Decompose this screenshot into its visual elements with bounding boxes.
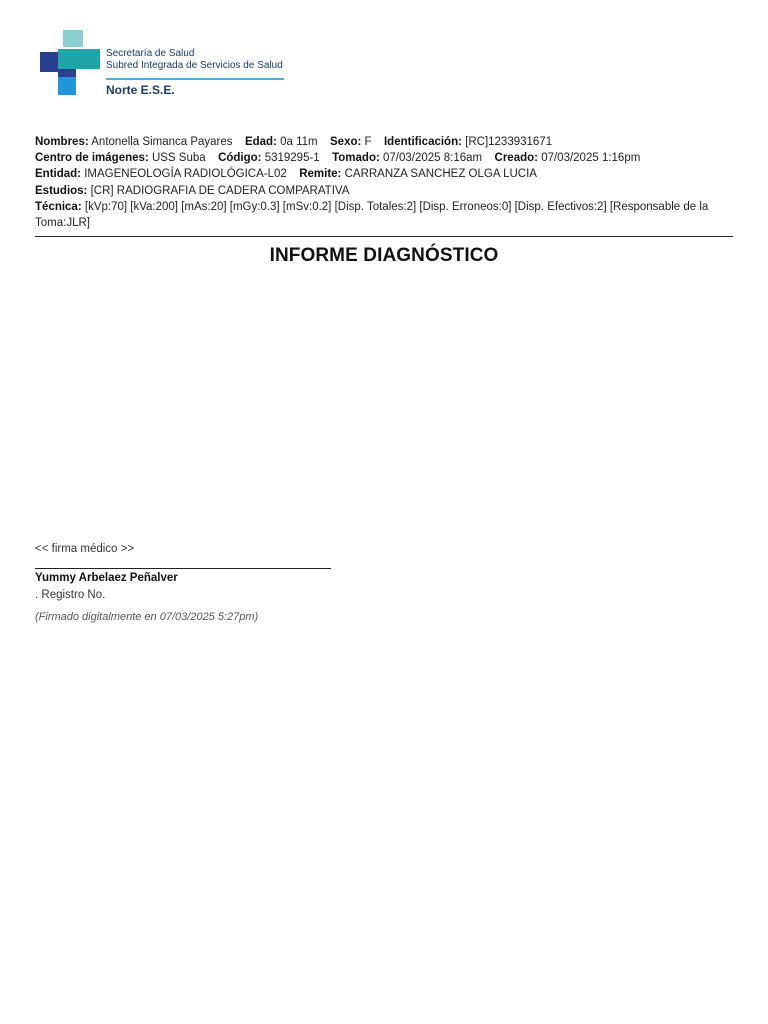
- signature-line: [35, 568, 331, 569]
- centro-label: Centro de imágenes:: [35, 152, 149, 165]
- digital-signature-note: (Firmado digitalmente en 07/03/2025 5:27pm): [35, 611, 259, 623]
- sexo-label: Sexo:: [330, 136, 362, 148]
- identificacion-label: Identificación:: [383, 136, 462, 148]
- tecnica-label: Técnica:: [35, 200, 82, 213]
- nombres-value: Antonella Simanca Payares: [91, 136, 233, 148]
- org-name-line2: Subred Integrada de Servicios de Salud: [106, 60, 283, 71]
- tomado-value: 07/03/2025 8:16am: [383, 152, 483, 165]
- org-name-line3: Norte E.S.E.: [106, 83, 175, 97]
- codigo-label: Código:: [218, 152, 262, 165]
- patient-row-5: [35, 199, 733, 231]
- header-divider: [35, 236, 733, 237]
- creado-label: Creado:: [494, 152, 538, 165]
- patient-row-1: [35, 134, 733, 150]
- tomado-label: Tomado:: [332, 152, 380, 165]
- remite-label: Remite:: [299, 168, 342, 181]
- estudios-value: [CR] RADIOGRAFIA DE CADERA COMPARATIVA: [90, 184, 350, 197]
- creado-value: 07/03/2025 1:16pm: [541, 152, 641, 165]
- patient-row-3: [35, 166, 733, 182]
- doctor-name: Yummy Arbelaez Peñalver: [35, 572, 178, 584]
- nombres-label: Nombres:: [35, 136, 89, 148]
- centro-value: USS Suba: [151, 152, 206, 165]
- patient-row-4: [35, 183, 733, 199]
- remite-value: CARRANZA SANCHEZ OLGA LUCIA: [344, 168, 537, 181]
- entidad-value: IMAGENEOLOGÍA RADIOLÓGICA-L02: [84, 168, 287, 181]
- signature-placeholder: << firma médico >>: [35, 543, 135, 555]
- identificacion-value: [RC]1233931671: [465, 136, 553, 148]
- entidad-label: Entidad:: [35, 168, 81, 181]
- edad-label: Edad:: [244, 136, 277, 148]
- codigo-value: 5319295-1: [264, 152, 320, 165]
- sexo-value: F: [364, 136, 372, 148]
- registro-number: . Registro No.: [35, 589, 106, 601]
- tecnica-value: [kVp:70] [kVa:200] [mAs:20] [mGy:0.3] [mSv:0.2] [Disp. Totales:2] [Disp. Erroneos:0] [Disp. Efectivos:2] [Responsable de la Toma:JLR]: [35, 200, 709, 230]
- edad-value: 0a 11m: [280, 136, 318, 148]
- institution-logo: [38, 30, 288, 98]
- patient-info: [35, 134, 733, 231]
- patient-row-2: [35, 150, 733, 166]
- health-cross-logo-icon: [38, 30, 104, 98]
- estudios-label: Estudios:: [35, 184, 88, 197]
- logo-divider: [106, 78, 284, 80]
- org-name-line1: Secretaría de Salud: [106, 48, 195, 59]
- report-title: INFORME DIAGNÓSTICO: [269, 245, 499, 266]
